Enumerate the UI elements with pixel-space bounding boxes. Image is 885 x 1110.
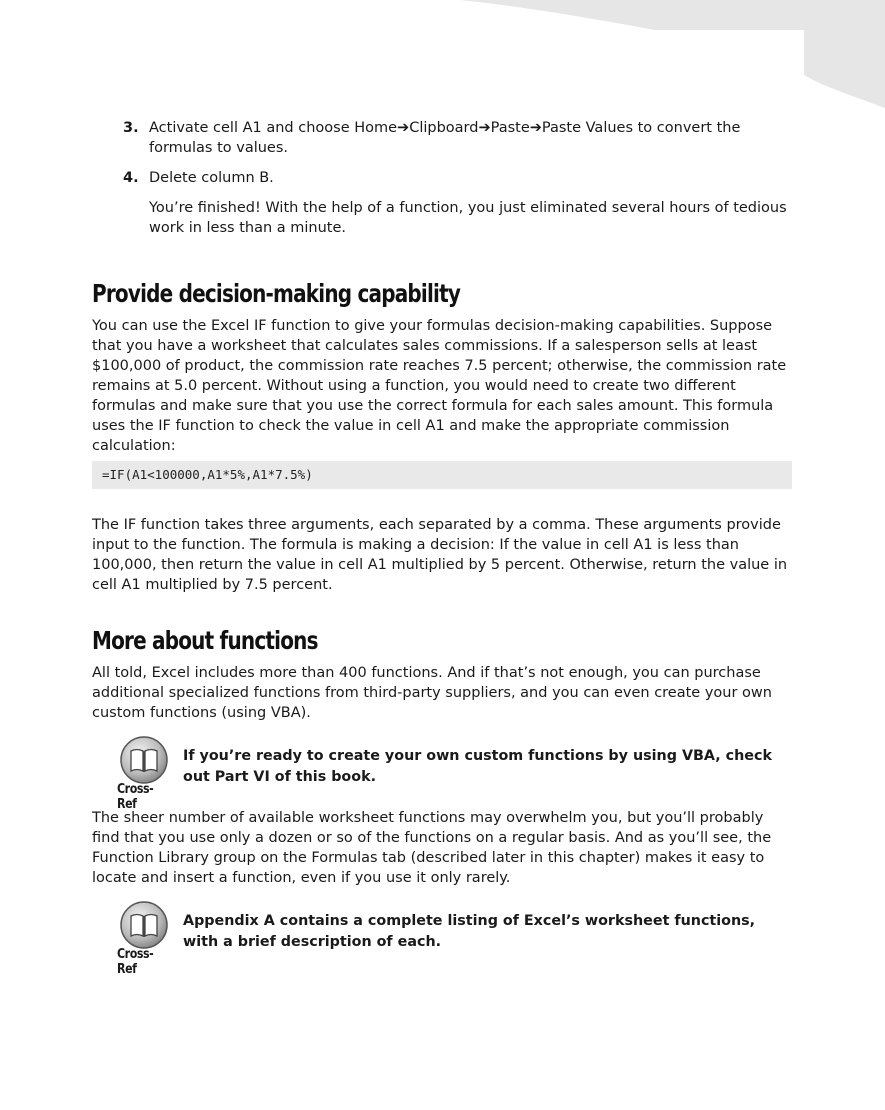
- section-heading: More about functions: [92, 626, 318, 655]
- book-icon: [119, 900, 169, 950]
- paragraph: The IF function takes three arguments, each separated by a comma. These arguments provide input to the function. The formula is making a decision: If the value in cell A1 is less than 100,000, then return the value in cell A1 multiplied by 5 percent. Otherwise, return the value in cell A1 multiplied by 7.5 percent.: [92, 517, 788, 593]
- code-formula: =IF(A1<100000,A1*5%,A1*7.5%): [102, 467, 313, 482]
- paragraph: All told, Excel includes more than 400 functions. And if that’s not enough, you can purchase additional specialized functions from third-party suppliers, and you can even create your own custom functions (using VBA).: [92, 665, 772, 721]
- book-icon: [119, 735, 169, 785]
- step-number: 4.: [123, 170, 139, 186]
- step-number: 3.: [123, 120, 139, 136]
- crossref-text: Appendix A contains a complete listing of Excel’s worksheet functions, with a brief description of each.: [183, 913, 756, 950]
- paragraph: You can use the Excel IF function to give your formulas decision-making capabilities. Suppose that you have a worksheet that calculates sales commissions. If a salesperson sells at least $100,000 of product, the commission rate reaches 7.5 percent; otherwise, the commission rate remains at 5.0 percent. Without using a function, you would need to create two different formulas and make sure that you use the correct formula for each sales amount. This formula uses the IF function to check the value in cell A1 and make the appropriate commission calculation:: [92, 318, 787, 454]
- paragraph: The sheer number of available worksheet functions may overwhelm you, but you’ll probably find that you use only a dozen or so of the functions on a regular basis. And as you’ll see, the Function Library group on the Formulas tab (described later in this chapter) makes it easy to locate and insert a function, even if you use it only rarely.: [92, 810, 772, 886]
- page-corner-shade: [0, 0, 885, 120]
- crossref-label: Cross-Ref: [117, 947, 154, 977]
- section-heading: Provide decision-making capability: [92, 279, 461, 308]
- step-text: Delete column B.: [149, 170, 274, 186]
- step-note: You’re finished! With the help of a function, you just eliminated several hours of tedious work in less than a minute.: [149, 200, 787, 236]
- code-block: [92, 461, 792, 489]
- crossref-label: Cross-Ref: [117, 782, 154, 812]
- crossref-text: If you’re ready to create your own custom functions by using VBA, check out Part VI of this book.: [183, 748, 772, 785]
- step-text: Activate cell A1 and choose Home➔Clipboard➔Paste➔Paste Values to convert the formulas to values.: [149, 120, 741, 156]
